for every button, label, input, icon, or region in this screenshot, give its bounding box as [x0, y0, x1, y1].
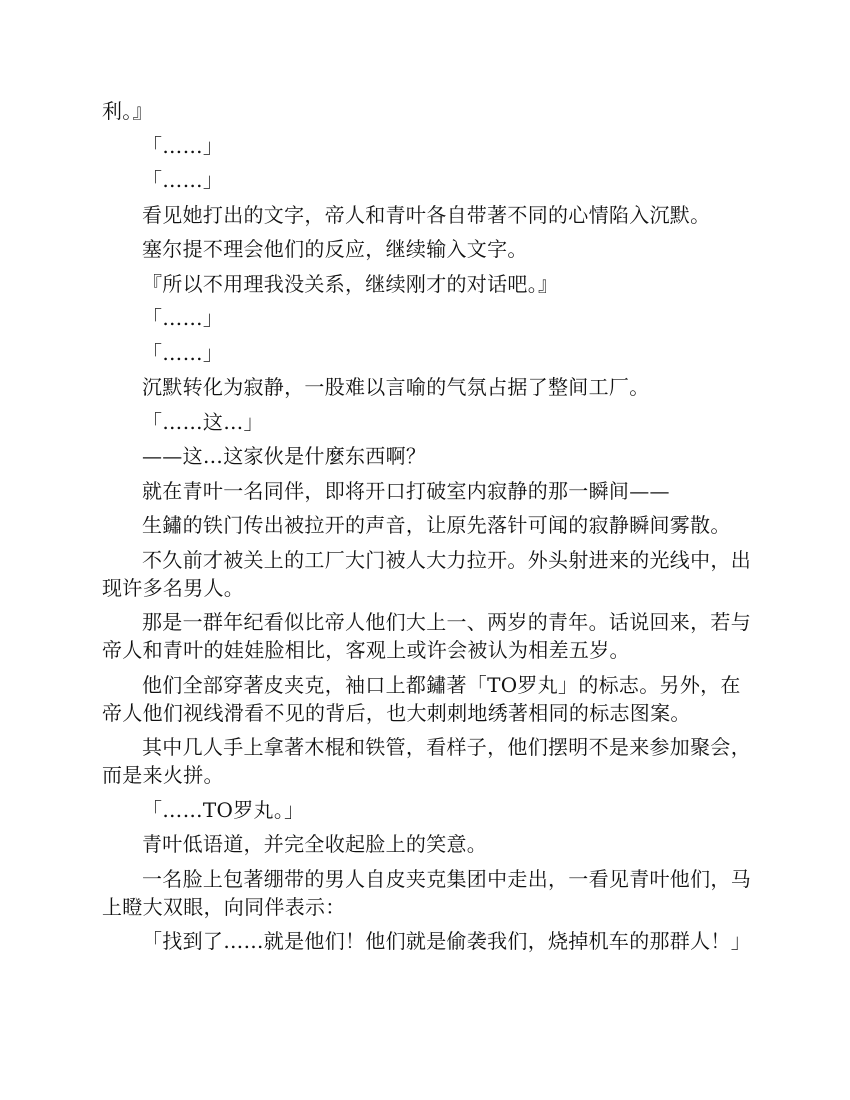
paragraph: 『所以不用理我没关系，继续刚才的对话吧。』 [142, 271, 559, 296]
paragraph: 不久前才被关上的工厂大门被人大力拉开。外头射进来的光线中，出现许多名男人。 [102, 547, 751, 600]
paragraph: 沉默转化为寂静，一股难以言喻的气氛占据了整间工厂。 [142, 375, 650, 399]
paragraph: 塞尔提不理会他们的反应，继续输入文字。 [142, 237, 528, 261]
paragraph: 「找到了……就是他们！他们就是偷袭我们，烧掉机车的那群人！」 [142, 929, 751, 953]
paragraph: 生鏽的铁门传出被拉开的声音，让原先落针可闻的寂静瞬间雾散。 [142, 513, 731, 537]
paragraph: 一名脸上包著绷带的男人自皮夹克集团中走出，一看见青叶他们，马上瞪大双眼，向同伴表示： [102, 866, 751, 919]
paragraph: 利。』 [102, 99, 153, 123]
paragraph: 「……这…」 [142, 409, 264, 434]
paragraph: ——这…这家伙是什麼东西啊？ [142, 444, 427, 468]
paragraph: 那是一群年纪看似比帝人他们大上一、两岁的青年。话说回来，若与帝人和青叶的娃娃脸相比，客观上或许会被认为相差五岁。 [102, 610, 751, 662]
paragraph: 就在青叶一名同伴，即将开口打破室内寂静的那一瞬间—— [142, 478, 670, 503]
paragraph: 「……」 [142, 133, 224, 158]
paragraph: 「……」 [142, 168, 224, 192]
paragraph: 「……TO罗丸。」 [142, 797, 305, 822]
document-page [102, 97, 752, 962]
paragraph: 其中几人手上拿著木棍和铁管，看样子，他们摆明不是来参加聚会，而是来火拼。 [102, 735, 751, 787]
paragraph: 看见她打出的文字，帝人和青叶各自带著不同的心情陷入沉默。 [142, 202, 711, 227]
paragraph: 「……」 [142, 340, 224, 365]
paragraph: 「……」 [142, 306, 224, 330]
paragraph: 青叶低语道，并完全收起脸上的笑意。 [142, 832, 488, 856]
paragraph: 他们全部穿著皮夹克，袖口上都鏽著「TO罗丸」的标志。另外，在帝人他们视线滑看不见的背后，也大刺刺地绣著相同的标志图案。 [102, 672, 741, 725]
